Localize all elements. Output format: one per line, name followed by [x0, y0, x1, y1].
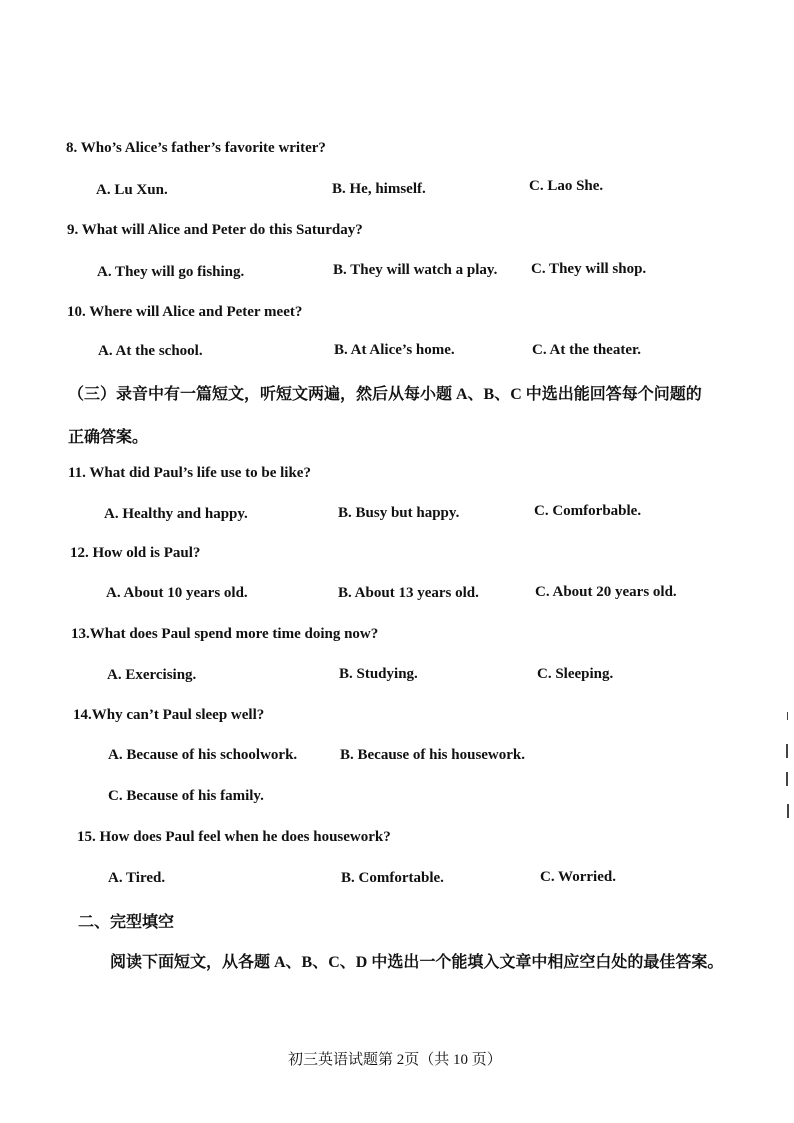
part-2-instruction: 阅读下面短文，从各题 A、B、C、D 中选出一个能填入文章中相应空白处的最佳答案。	[110, 954, 724, 971]
question-11-option-a: A. Healthy and happy.	[104, 506, 248, 522]
question-9-option-b: B. They will watch a play.	[333, 262, 498, 278]
question-10-option-a: A. At the school.	[98, 343, 203, 359]
question-11-option-b: B. Busy but happy.	[338, 505, 460, 521]
question-13-option-a: A. Exercising.	[107, 667, 197, 683]
question-15-option-a: A. Tired.	[108, 870, 166, 886]
question-14-option-a: A. Because of his schoolwork.	[108, 747, 298, 763]
question-8-option-a: A. Lu Xun.	[96, 182, 168, 198]
question-12-stem: 12. How old is Paul?	[70, 545, 201, 561]
section-3-instruction-line-1: （三）录音中有一篇短文，听短文两遍，然后从每小题 A、B、C 中选出能回答每个问题的	[68, 386, 702, 403]
scan-edge-mark	[787, 804, 793, 818]
question-10-option-c: C. At the theater.	[532, 342, 642, 358]
question-15-stem: 15. How does Paul feel when he does housework?	[77, 829, 391, 845]
question-15-option-b: B. Comfortable.	[341, 870, 444, 886]
scan-edge-mark	[787, 712, 792, 720]
section-3-instruction-line-2: 正确答案。	[68, 429, 149, 446]
question-10-option-b: B. At Alice’s home.	[334, 342, 455, 358]
scan-edge-mark	[786, 772, 793, 786]
question-12-option-a: A. About 10 years old.	[106, 585, 248, 601]
question-12-option-c: C. About 20 years old.	[535, 584, 677, 600]
part-2-heading: 二、完型填空	[78, 914, 175, 931]
question-11-stem: 11. What did Paul’s life use to be like?	[68, 465, 311, 481]
question-9-option-c: C. They will shop.	[531, 261, 647, 277]
question-13-option-b: B. Studying.	[339, 666, 418, 682]
question-12-option-b: B. About 13 years old.	[338, 585, 479, 601]
question-9-stem: 9. What will Alice and Peter do this Saturday?	[67, 222, 363, 238]
question-14-option-b: B. Because of his housework.	[340, 747, 526, 763]
page-footer: 初三英语试题第 2页（共 10 页）	[288, 1052, 502, 1068]
question-8-option-b: B. He, himself.	[332, 181, 426, 197]
question-13-option-c: C. Sleeping.	[537, 666, 614, 682]
question-8-stem: 8. Who’s Alice’s father’s favorite writer?	[66, 140, 326, 156]
question-9-option-a: A. They will go fishing.	[97, 264, 245, 280]
scan-edge-mark	[786, 744, 793, 758]
question-10-stem: 10. Where will Alice and Peter meet?	[67, 304, 303, 320]
question-8-option-c: C. Lao She.	[529, 178, 604, 194]
question-15-option-c: C. Worried.	[540, 869, 616, 885]
question-13-stem: 13.What does Paul spend more time doing now?	[71, 626, 379, 642]
question-14-stem: 14.Why can’t Paul sleep well?	[73, 707, 265, 723]
question-14-option-c: C. Because of his family.	[108, 788, 264, 804]
question-11-option-c: C. Comforbable.	[534, 503, 642, 519]
